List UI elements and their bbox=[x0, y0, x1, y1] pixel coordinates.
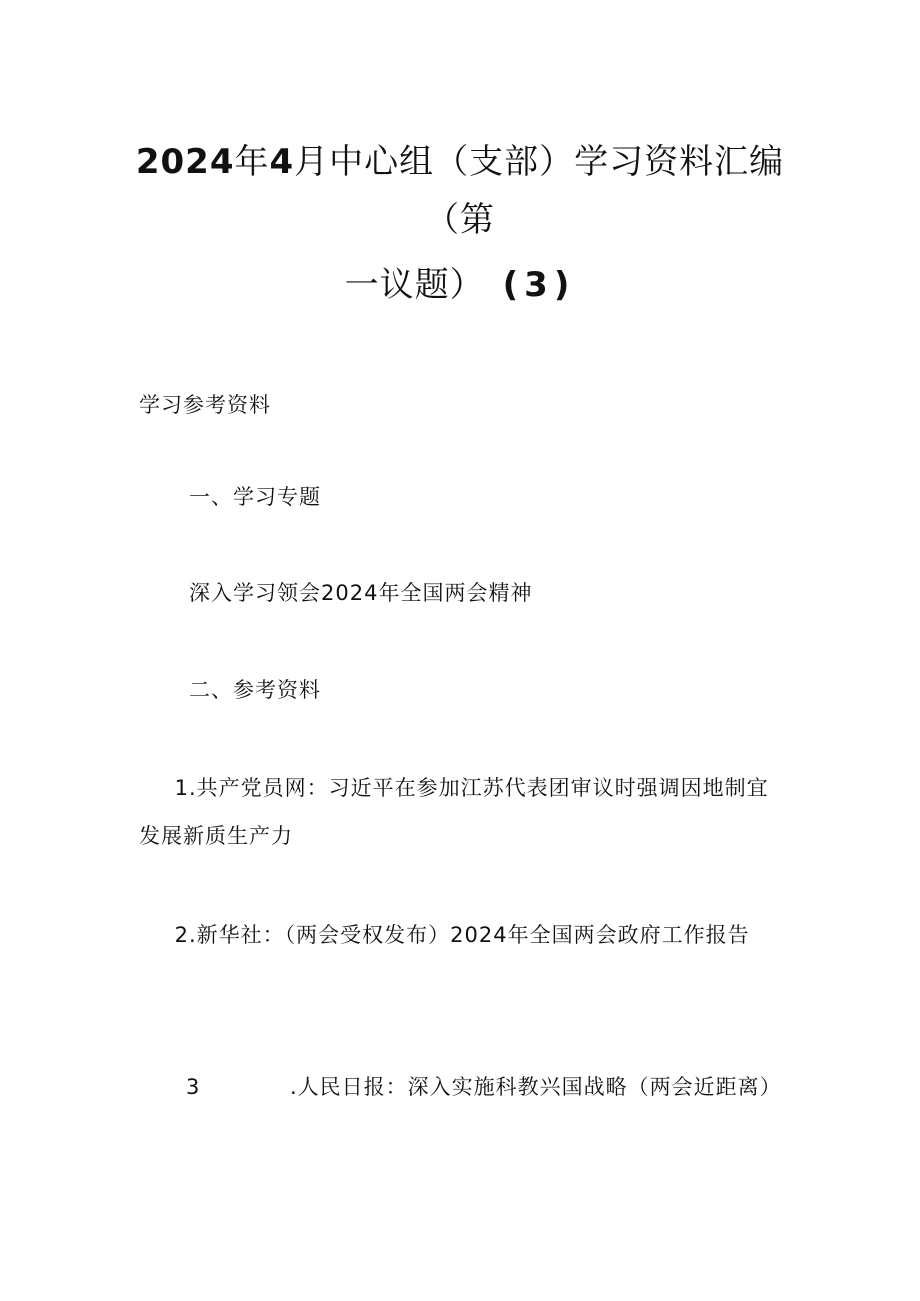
document-title-line-2 bbox=[0, 200, 920, 240]
document-title-line-3 bbox=[0, 265, 920, 305]
reference-number: 2 bbox=[174, 923, 189, 947]
title-year-suffix: 年 bbox=[234, 142, 270, 182]
section-2-title: 二、参考资料 bbox=[189, 678, 321, 702]
reference-item bbox=[139, 764, 789, 860]
study-topic: 深入学习领会2024年全国两会精神 bbox=[189, 581, 533, 605]
reference-item bbox=[139, 911, 789, 959]
title-main: 月中心组（支部）学习资料汇编 bbox=[294, 142, 785, 182]
reference-number: 1 bbox=[174, 776, 189, 800]
title-line-2-text: （第 bbox=[425, 200, 495, 240]
section-heading: 学习参考资料 bbox=[139, 393, 271, 417]
title-issue-number: (3) bbox=[502, 265, 576, 305]
title-month: 4 bbox=[269, 142, 295, 182]
reference-number: 3 bbox=[186, 1075, 201, 1099]
reference-item bbox=[139, 1063, 789, 1111]
reference-text: .共产党员网：习近平在参加江苏代表团审议时强调因地制宜发展新质生产力 bbox=[139, 776, 769, 848]
title-year: 2024 bbox=[135, 142, 235, 182]
reference-text: .人民日报：深入实施科教兴国战略（两会近距离） bbox=[290, 1075, 782, 1099]
title-line-3-text: 一议题） bbox=[344, 265, 485, 305]
document-title-line-1 bbox=[0, 142, 920, 182]
reference-text: .新华社：（两会受权发布）2024年全国两会政府工作报告 bbox=[189, 923, 750, 947]
section-1-title: 一、学习专题 bbox=[189, 485, 321, 509]
